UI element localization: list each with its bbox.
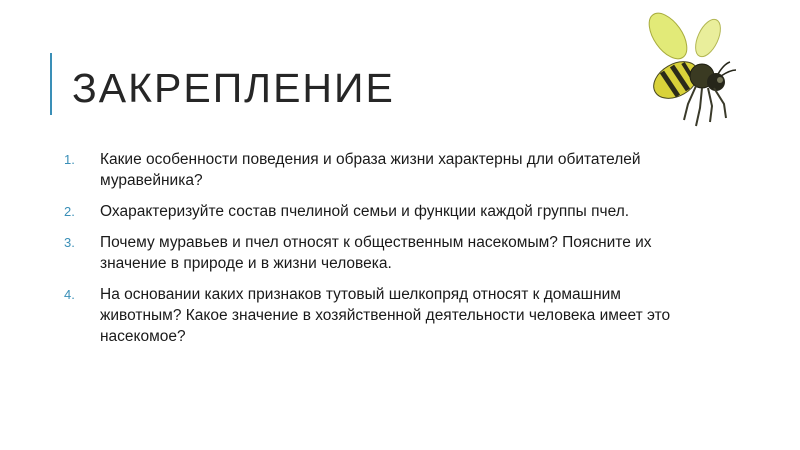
list-item <box>64 201 684 222</box>
list-item-text: Какие особенности поведения и образа жизни характерны дли обитателей муравейника? <box>100 151 641 189</box>
question-list <box>64 149 684 357</box>
title-accent-bar <box>50 53 52 115</box>
list-item-number: 1. <box>64 152 75 167</box>
list-item-text: Почему муравьев и пчел относят к общественным насекомым? Поясните их значение в природе и в жизни человека. <box>100 234 652 272</box>
slide-title: ЗАКРЕПЛЕНИЕ <box>72 65 395 111</box>
list-item <box>64 284 684 347</box>
list-item-text: На основании каких признаков тутовый шелкопряд относят к домашним животным? Какое значение в хозяйственной деятельности человека имеет это насекомое? <box>100 286 671 345</box>
list-item-number: 4. <box>64 287 75 302</box>
list-item-text: Охарактеризуйте состав пчелиной семьи и функции каждой группы пчел. <box>100 203 630 220</box>
list-item-number: 3. <box>64 235 75 250</box>
list-item <box>64 232 684 274</box>
bee-icon <box>638 8 748 133</box>
list-item <box>64 149 684 191</box>
list-item-number: 2. <box>64 204 75 219</box>
